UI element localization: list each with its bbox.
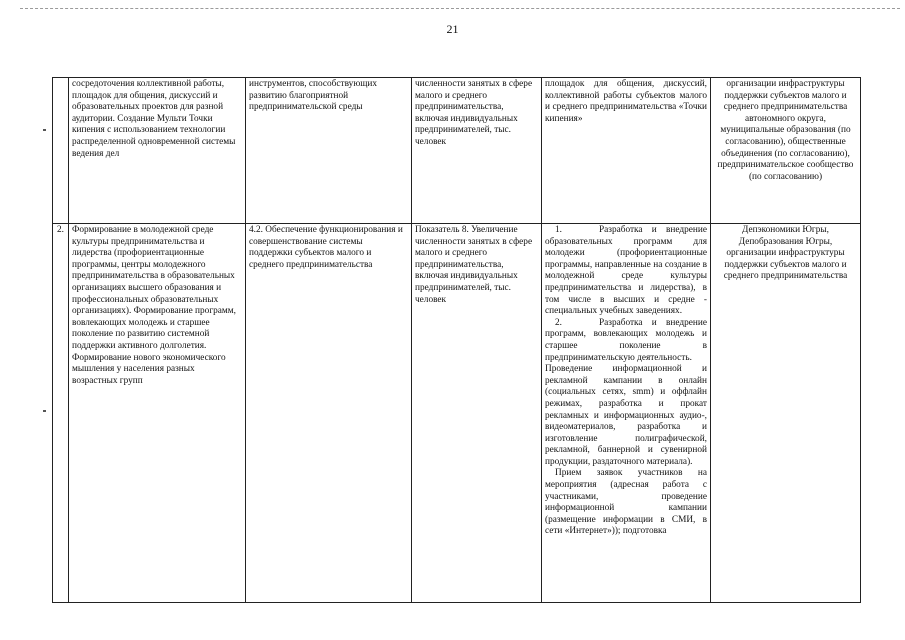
direction-cell: сосредоточения коллективной работы, площадок для общения, дискуссий и образовательных проектов для разной аудитории. Создание Мульти Точки кипения с использованием технологии распределенной одновременной системы ведения дел — [69, 78, 246, 224]
scan-margin-mark — [43, 410, 46, 412]
actions-cell — [542, 78, 711, 224]
task-cell: 4.2. Обеспечение функционирования и совершенствование системы поддержки субъектов малого и среднего предпринимательства — [246, 224, 412, 603]
table-row — [53, 224, 861, 603]
page-number: 21 — [446, 22, 459, 36]
task-cell: инструментов, способствующих развитию благоприятной предпринимательской среды — [246, 78, 412, 224]
direction-cell: Формирование в молодежной среде культуры предпринимательства и лидерства (профориентационные программы, центры молодежного предпринимательства в образовательных организациях высшего образования и профессиональных образовательных организациях). Формирование программ, вовлекающих молодежь и старшее поколение по развитию системной поддержки активного долголетия. Формирование нового экономического мышления у населения разных возрастных групп — [69, 224, 246, 603]
executors-cell: Депэкономики Югры, Депобразования Югры, организации инфраструктуры поддержки субъектов малого и среднего предпринимательства — [711, 224, 861, 603]
indicator-cell: Показатель 8. Увеличение численности занятых в сфере малого и среднего предпринимательства, включая индивидуальных предпринимателей, тыс. человек — [412, 224, 542, 603]
executors-cell: организации инфраструктуры поддержки субъектов малого и среднего предпринимательства автономного округа, муниципальные образования (по согласованию), общественные объединения (по согласованию), предпринимательское сообщество (по согласованию) — [711, 78, 861, 224]
actions-cell — [542, 224, 711, 603]
plan-table — [52, 77, 861, 603]
action-paragraph: Прием заявок участников на мероприятия (адресная работа с участниками, проведение информационной кампании (размещение информации в СМИ, в сети «Интернет»)); подготовка — [545, 468, 707, 537]
table-row — [53, 78, 861, 224]
action-paragraph: 1. Разработка и внедрение образовательных программ для молодежи (профориентационные программы, направленные на создание в молодежной среде культуры предпринимательства и лидерства), в том числе в высших и средне - специальных учебных заведениях. — [545, 225, 707, 317]
action-paragraph: площадок для общения, дискуссий, коллективной работы субъектов малого и среднего предпринимательства «Точки кипения» — [545, 79, 707, 124]
row-number — [53, 78, 69, 224]
action-paragraph: 2. Разработка и внедрение программ, вовлекающих молодежь и старшее поколение в предпринимательскую деятельность. — [545, 317, 707, 363]
top-scan-rule — [20, 8, 900, 9]
scan-margin-mark — [43, 129, 46, 131]
indicator-cell: численности занятых в сфере малого и среднего предпринимательства, включая индивидуальных предпринимателей, тыс. человек — [412, 78, 542, 224]
row-number: 2. — [53, 224, 69, 603]
action-paragraph: Проведение информационной и рекламной кампании в онлайн (социальных сетях, smm) и оффлайн режимах, разработка и прокат рекламных и информационных аудио-, видеоматериалов, разработка и изготовление полиграфической, рекламной, баннерной и сувенирной продукции, раздаточного материала). — [545, 364, 707, 467]
